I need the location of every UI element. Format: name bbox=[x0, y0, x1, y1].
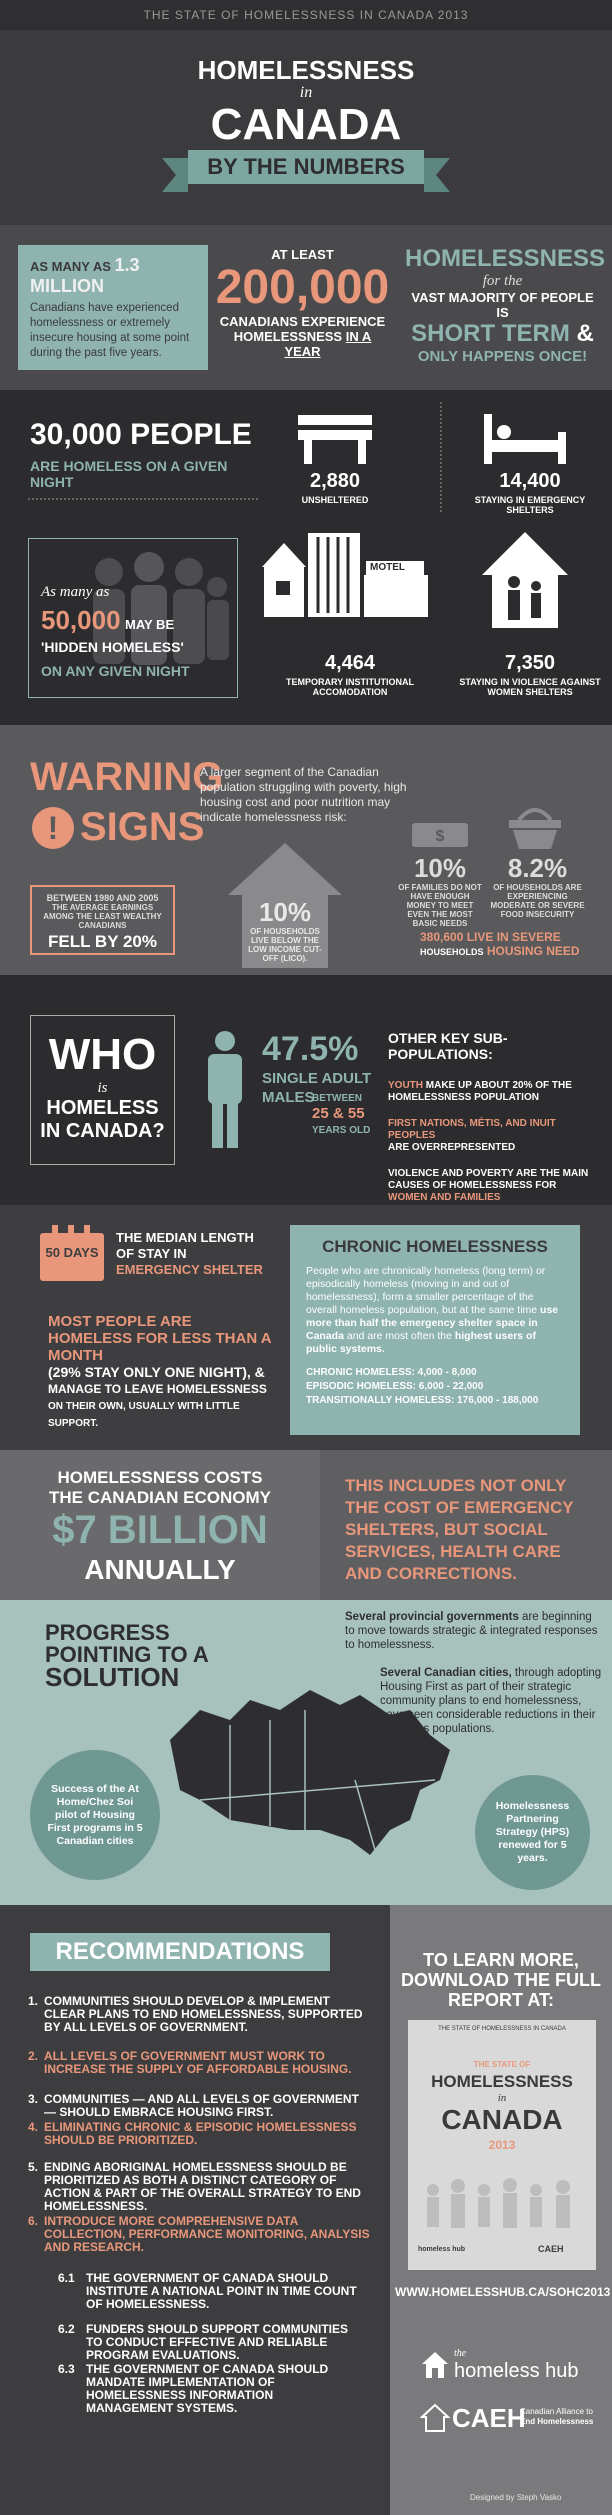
logo-hub-the: the bbox=[454, 2348, 467, 2359]
may-be: MAY BE bbox=[124, 617, 175, 632]
cover-logo-caeh: CAEH bbox=[538, 2244, 564, 2254]
divider bbox=[28, 498, 258, 500]
recommendation-number: 5. bbox=[28, 2160, 39, 2174]
report-url[interactable]: WWW.HOMELESSHUB.CA/SOHC2013 bbox=[395, 2285, 611, 2299]
shelters-label: STAYING IN EMERGENCY SHELTERS bbox=[474, 495, 586, 515]
who-in-canada: IN CANADA? bbox=[40, 1120, 165, 1142]
recommendation-number: 4. bbox=[28, 2120, 39, 2134]
who-title: WHO bbox=[48, 1030, 157, 1079]
chronic-section bbox=[0, 1205, 612, 1450]
warning-intro: A larger segment of the Canadian population struggling with poverty, high housing cost and poor nutrition may indicate homelessness risk: bbox=[200, 765, 407, 824]
chronic-text-b: use more than half the emergency shelter space in Canada bbox=[306, 1304, 559, 1342]
recommendation-text: ENDING ABORIGINAL HOMELESSNESS SHOULD BE PRIORITIZED AS BOTH A DISTINCT CATEGORY OF ACTION & PART OF THE OVERALL STRATEGY TO END HOMELESSNESS. bbox=[44, 2160, 361, 2213]
cover-crowd-icon bbox=[418, 2160, 586, 2230]
recommendation-item bbox=[28, 2093, 373, 2119]
need-text: LIVE IN SEVERE bbox=[466, 930, 561, 944]
temp-label: TEMPORARY INSTITUTIONAL ACCOMODATION bbox=[286, 677, 414, 697]
title-canada: CANADA bbox=[210, 100, 402, 149]
recommendation-number: 2. bbox=[28, 2049, 39, 2063]
million-box bbox=[18, 245, 208, 370]
women-families: WOMEN AND FAMILIES bbox=[388, 1192, 501, 1203]
males: MALES bbox=[262, 1089, 315, 1106]
hidden-number: 50,000 bbox=[41, 605, 121, 635]
food-label: OF HOUSEHOLDS ARE EXPERIENCING MODERATE OR SEVERE FOOD INSECURITY bbox=[490, 883, 585, 919]
recommendations-title: RECOMMENDATIONS bbox=[30, 1933, 330, 1971]
amp: & bbox=[569, 320, 594, 347]
family-house-icon bbox=[480, 530, 570, 630]
progress-title3: SOLUTION bbox=[45, 1662, 180, 1692]
fell-line1: BETWEEN 1980 AND 2005 bbox=[46, 893, 159, 903]
recommendation-number: 6.1 bbox=[58, 2271, 75, 2285]
cover-year: 2013 bbox=[488, 2138, 516, 2152]
hidden-label: 'HIDDEN HOMELESS' bbox=[41, 639, 184, 655]
bed-icon bbox=[480, 412, 570, 467]
who-homeless: HOMELESS bbox=[46, 1097, 159, 1119]
para1-text: are beginning to move towards strategic & integrated responses to homelessness. bbox=[345, 1611, 598, 1651]
recommendation-item bbox=[28, 2050, 373, 2076]
episodic-range: EPISODIC HOMELESS: 6,000 - 22,000 bbox=[306, 1381, 484, 1392]
unsheltered-number: 2,880 bbox=[309, 470, 361, 492]
fell-line3: FELL BY 20% bbox=[48, 932, 157, 951]
logo-hub-text: homeless hub bbox=[454, 2360, 579, 2382]
male-pct: 47.5% bbox=[262, 1030, 359, 1068]
warning-signs-section bbox=[0, 725, 612, 975]
on-their-own: ON THEIR OWN, USUALLY WITH LITTLE SUPPORT. bbox=[48, 1401, 240, 1429]
recommendation-number: 6.2 bbox=[58, 2322, 75, 2336]
recommendation-item bbox=[58, 2272, 358, 2311]
exclamation-icon: ! bbox=[32, 807, 74, 849]
bench-icon bbox=[290, 410, 380, 465]
para1-bold: Several provincial governments bbox=[345, 1611, 519, 1623]
violence-text: VIOLENCE AND POVERTY ARE THE MAIN CAUSES OF HOMELESSNESS FOR bbox=[388, 1168, 589, 1191]
by-the-numbers-ribbon: BY THE NUMBERS bbox=[188, 150, 424, 184]
motel-sign: MOTEL bbox=[370, 562, 405, 573]
hps-circle bbox=[475, 1775, 590, 1890]
chronic-title: CHRONIC HOMELESSNESS bbox=[322, 1237, 548, 1256]
recommendation-number: 3. bbox=[28, 2092, 39, 2106]
para2-text: through adopting Housing First as part of their strategic community plans to end homelessness, have seen considerable reductions in their homeless populations. bbox=[380, 1667, 602, 1735]
hl-short-title: HOMELESSNESS bbox=[405, 245, 606, 272]
header-section bbox=[0, 0, 612, 225]
money-pct: 10% bbox=[413, 853, 467, 883]
recommendation-number: 6.3 bbox=[58, 2362, 75, 2376]
cover-top: THE STATE OF HOMELESSNESS IN CANADA bbox=[438, 2026, 566, 2032]
hidden-homeless-box bbox=[28, 538, 238, 698]
need-households: HOUSEHOLDS bbox=[420, 947, 484, 957]
cover-canada: CANADA bbox=[441, 2104, 563, 2135]
recommendation-text: ALL LEVELS OF GOVERNMENT MUST WORK TO INCREASE THE SUPPLY OF AFFORDABLE HOUSING. bbox=[44, 2049, 352, 2076]
as-many-as-italic: As many as bbox=[41, 584, 110, 600]
recommendation-text: THE GOVERNMENT OF CANADA SHOULD INSTITUTE A NATIONAL POINT IN TIME COUNT OF HOMELESSNESS. bbox=[86, 2271, 357, 2311]
200000-number: 200,000 bbox=[215, 261, 390, 314]
stats-section bbox=[0, 225, 612, 390]
fifty-days: 50 DAYS bbox=[45, 1245, 99, 1260]
para2-bold: Several Canadian cities, bbox=[380, 1667, 512, 1679]
violence-number: 7,350 bbox=[504, 652, 556, 674]
institution-icon bbox=[262, 525, 432, 635]
recommendation-item bbox=[58, 2323, 358, 2362]
million-number: 1.3 MILLION bbox=[30, 255, 140, 296]
short-term: SHORT TERM bbox=[411, 320, 570, 347]
svg-text:$: $ bbox=[435, 828, 445, 845]
sub-pop-title: OTHER KEY SUB-POPULATIONS: bbox=[388, 1030, 508, 1062]
cost-amount: $7 BILLION bbox=[52, 1508, 268, 1552]
cover-homelessness: HOMELESSNESS bbox=[431, 2072, 573, 2091]
recommendation-item bbox=[28, 2121, 373, 2147]
cover-logo-hub: homeless hub bbox=[418, 2246, 466, 2253]
caeh-sub1: Canadian Alliance to bbox=[520, 2407, 593, 2416]
download-panel bbox=[390, 1905, 612, 2515]
who-is: is bbox=[97, 1080, 108, 1096]
recommendation-text: COMMUNITIES — AND ALL LEVELS OF GOVERNMENT — SHOULD EMBRACE HOUSING FIRST. bbox=[44, 2092, 359, 2119]
need-number: 380,600 bbox=[420, 930, 467, 944]
fell-line2: THE AVERAGE EARNINGS AMONG THE LEAST WEALTHY CANADIANS bbox=[43, 903, 162, 930]
recommendation-number: 6. bbox=[28, 2214, 39, 2228]
cover-in: in bbox=[497, 2092, 507, 2104]
vast-majority: VAST MAJORITY OF PEOPLE IS bbox=[411, 290, 594, 320]
years-old: YEARS OLD bbox=[312, 1125, 371, 1136]
top-bar: THE STATE OF HOMELESSNESS IN CANADA 2013 bbox=[0, 0, 612, 30]
recommendation-item bbox=[58, 2363, 358, 2415]
lico-pct: 10% bbox=[258, 897, 312, 927]
experience-line1: CANADIANS EXPERIENCE bbox=[219, 314, 386, 329]
cost-section bbox=[0, 1450, 612, 1600]
progress-section bbox=[0, 1600, 612, 1905]
cost-line2: THE CANADIAN ECONOMY bbox=[49, 1488, 271, 1507]
experience-line2a: HOMELESSNESS bbox=[233, 329, 346, 344]
housing-first-circle bbox=[30, 1750, 160, 1880]
chronic-range: CHRONIC HOMELESS: 4,000 - 8,000 bbox=[306, 1367, 477, 1378]
chronic-box bbox=[290, 1225, 580, 1435]
warning-title: WARNING bbox=[30, 755, 224, 799]
first-nations: FIRST NATIONS, MÉTIS, AND INUIT PEOPLES bbox=[388, 1118, 556, 1141]
chronic-text-a: People who are chronically homeless (long term) or episodically homeless (moving in and out of homelessness), form a smaller percentage of the overall homeless population, but at the same time bbox=[306, 1265, 546, 1316]
homeless-hub-logo-icon bbox=[420, 2350, 450, 2380]
recommendation-text: COMMUNITIES SHOULD DEVELOP & IMPLEMENT CLEAR PLANS TO END HOMELESSNESS, SUPPORTED BY ALL LEVELS OF GOVERNMENT. bbox=[44, 1994, 363, 2034]
learn-more: TO LEARN MORE, DOWNLOAD THE FULL REPORT AT: bbox=[401, 1950, 601, 2010]
recommendation-item bbox=[28, 2161, 373, 2213]
unsheltered-label: UNSHELTERED bbox=[301, 495, 369, 505]
for-the: for the bbox=[482, 273, 523, 289]
ages: 25 & 55 bbox=[312, 1105, 365, 1122]
food-pct: 8.2% bbox=[507, 853, 568, 883]
progress-title1: PROGRESS bbox=[45, 1620, 170, 1645]
as-many-as: AS MANY AS bbox=[30, 259, 111, 274]
recommendation-text: INTRODUCE MORE COMPREHENSIVE DATA COLLECTION, PERFORMANCE MONITORING, ANALYSIS AND RESEARCH. bbox=[44, 2214, 370, 2254]
hps-text: Homelessness Partnering Strategy (HPS) renewed for 5 years. bbox=[495, 1800, 570, 1864]
money-label: OF FAMILIES DO NOT HAVE ENOUGH MONEY TO MEET EVEN THE MOST BASIC NEEDS bbox=[398, 883, 482, 928]
logo-caeh: CAEH bbox=[452, 2403, 526, 2433]
cost-includes: THIS INCLUDES NOT ONLY THE COST OF EMERGENCY SHELTERS, BUT SOCIAL SERVICES, HEALTH CARE AND CORRECTIONS. bbox=[345, 1476, 574, 1583]
stay-one-night: (29% STAY ONLY ONE NIGHT), & bbox=[48, 1364, 265, 1380]
lico-label: OF HOUSEHOLDS LIVE BELOW THE LOW INCOME CUT-OFF (LICO). bbox=[248, 927, 322, 963]
youth: YOUTH bbox=[388, 1080, 423, 1091]
man-icon bbox=[200, 1030, 250, 1150]
basket-icon bbox=[505, 800, 565, 850]
youth-text: MAKE UP ABOUT 20% OF THE HOMELESSNESS POPULATION bbox=[388, 1080, 572, 1103]
chronic-text-d: highest users of public systems. bbox=[306, 1330, 536, 1355]
housing-first-text: Success of the At Home/Chez Soi pilot of Housing First programs in 5 Canadian cities bbox=[47, 1782, 143, 1847]
recommendation-text: ELIMINATING CHRONIC & EPISODIC HOMELESSNESS SHOULD BE PRIORITIZED. bbox=[44, 2120, 357, 2147]
designer-credit: Designed by Steph Vasko bbox=[470, 2493, 562, 2502]
caeh-logo-icon bbox=[420, 2403, 450, 2433]
recommendations-panel bbox=[0, 1905, 390, 2515]
caeh-sub2: End Homelessness bbox=[520, 2417, 594, 2426]
single-adult: SINGLE ADULT bbox=[262, 1070, 372, 1087]
money-icon bbox=[410, 817, 470, 849]
recommendation-number: 1. bbox=[28, 1994, 39, 2008]
only-once: ONLY HAPPENS ONCE! bbox=[417, 348, 588, 365]
need-housing: HOUSING NEED bbox=[483, 944, 580, 958]
temp-number: 4,464 bbox=[324, 652, 376, 674]
million-text: Canadians have experienced homelessness or extremely insecure housing at some point during the past five years. bbox=[30, 302, 190, 359]
overrepresented: ARE OVERREPRESENTED bbox=[388, 1142, 516, 1153]
30000-people: 30,000 PEOPLE bbox=[30, 418, 252, 451]
transitional-range: TRANSITIONALLY HOMELESS: 176,000 - 188,000 bbox=[306, 1395, 539, 1406]
recommendation-text: THE GOVERNMENT OF CANADA SHOULD MANDATE IMPLEMENTATION OF HOMELESSNESS INFORMATION MANAGEMENT SYSTEMS. bbox=[86, 2362, 329, 2415]
chronic-text-c: and are most often the bbox=[343, 1330, 455, 1342]
median-text: THE MEDIAN LENGTH OF STAY IN bbox=[116, 1230, 254, 1261]
experience-line2b: IN A YEAR bbox=[284, 329, 372, 359]
progress-title2: POINTING TO A bbox=[45, 1642, 209, 1667]
point-in-time-section bbox=[0, 390, 612, 725]
at-least-label: AT LEAST bbox=[271, 247, 334, 262]
cover-state-of: THE STATE OF bbox=[473, 2060, 531, 2069]
recommendations-section bbox=[0, 1905, 612, 2515]
manage-leave: MANAGE TO LEAVE HOMELESSNESS bbox=[48, 1382, 267, 1396]
fell-box bbox=[30, 885, 175, 955]
cost-line1: HOMELESSNESS COSTS bbox=[57, 1468, 263, 1487]
shelters-number: 14,400 bbox=[499, 470, 561, 492]
emergency-shelter: EMERGENCY SHELTER bbox=[116, 1262, 263, 1277]
title-in: in bbox=[299, 84, 313, 101]
homeless-given-night: ARE HOMELESS ON A GIVEN NIGHT bbox=[30, 458, 228, 490]
recommendation-item bbox=[28, 2215, 373, 2254]
title-homelessness: HOMELESSNESS bbox=[197, 55, 415, 85]
signs-title: SIGNS bbox=[80, 805, 205, 849]
recommendation-text: FUNDERS SHOULD SUPPORT COMMUNITIES TO CONDUCT EFFECTIVE AND RELIABLE PROGRAM EVALUATIONS. bbox=[86, 2322, 349, 2362]
cost-annually: ANNUALLY bbox=[84, 1554, 236, 1585]
who-box bbox=[30, 1015, 175, 1165]
violence-label: STAYING IN VIOLENCE AGAINST WOMEN SHELTERS bbox=[459, 677, 601, 697]
who-section bbox=[0, 975, 612, 1205]
between: BETWEEN bbox=[312, 1093, 362, 1104]
report-cover[interactable] bbox=[408, 2020, 596, 2270]
most-people: MOST PEOPLE ARE HOMELESS FOR LESS THAN A MONTH bbox=[48, 1313, 272, 1364]
recommendation-item bbox=[28, 1995, 373, 2034]
any-given-night: ON ANY GIVEN NIGHT bbox=[41, 663, 190, 679]
